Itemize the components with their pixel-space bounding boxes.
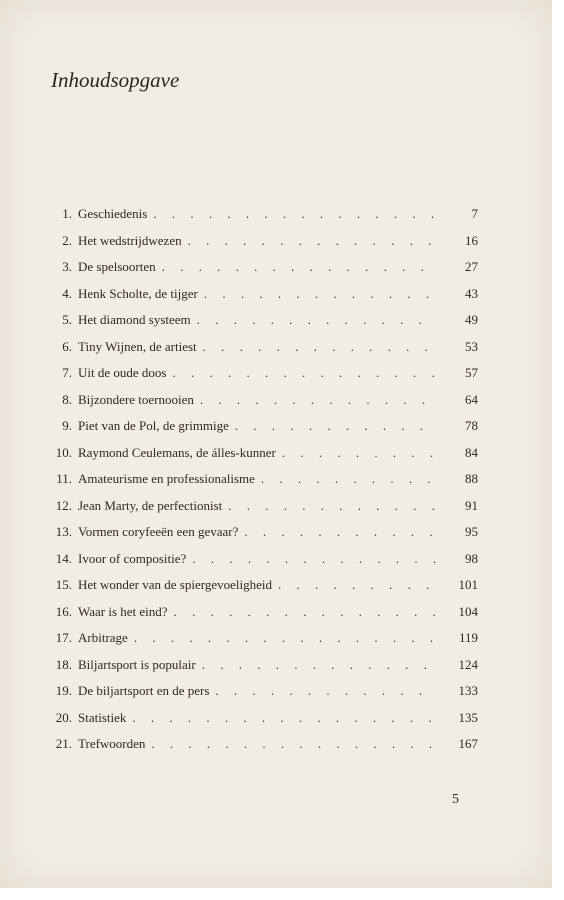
dot-leader <box>200 392 438 408</box>
dot-leader <box>192 551 438 567</box>
toc-entry-number: 14. <box>55 550 72 566</box>
toc-entry-title: Waar is het eind? <box>78 603 168 619</box>
dot-leader <box>162 259 438 275</box>
toc-entry-title: De spelsoorten <box>78 259 156 274</box>
toc-entry <box>48 551 478 578</box>
dot-leader <box>132 710 438 726</box>
toc-entry-page: 49 <box>465 312 478 327</box>
dot-leader <box>197 312 438 328</box>
toc-entry-page: 101 <box>458 577 478 592</box>
toc-entry-page: 27 <box>465 259 478 274</box>
toc-entry-title: Het diamond systeem <box>78 312 191 327</box>
toc-entry-page: 95 <box>465 524 478 539</box>
toc-entry-page: 64 <box>465 391 478 407</box>
toc-entry <box>48 339 478 366</box>
toc-entry-page: 53 <box>465 338 478 354</box>
dot-leader <box>204 286 438 302</box>
toc-entry-page: 167 <box>458 736 478 751</box>
dot-leader <box>278 577 438 593</box>
toc-entry-page: 124 <box>458 656 478 672</box>
toc-entry <box>48 286 478 313</box>
toc-entry <box>48 259 478 286</box>
dot-leader <box>174 604 438 620</box>
dot-leader <box>153 206 438 222</box>
toc-entry-title: Bijzondere toernooien <box>78 391 194 407</box>
toc-entry <box>48 392 478 419</box>
toc-entry-page: 16 <box>465 232 478 248</box>
toc-entry-number: 2. <box>62 232 72 248</box>
toc-entry-number: 19. <box>55 683 72 698</box>
toc-entry <box>48 710 478 737</box>
toc-entry-title: Statistiek <box>78 709 127 725</box>
toc-entry-title: De biljartsport en de pers <box>78 683 210 698</box>
toc-entry <box>48 445 478 472</box>
toc-entry-page: 91 <box>465 497 478 513</box>
toc-entry-number: 12. <box>55 497 72 513</box>
toc-entry-title: Geschiedenis <box>78 206 148 221</box>
toc-entry <box>48 683 478 710</box>
toc-entry-title: Arbitrage <box>78 630 128 645</box>
toc-entry-number: 10. <box>55 444 72 460</box>
toc-entry-number: 11. <box>56 471 72 486</box>
toc-entry <box>48 604 478 631</box>
toc-entry <box>48 418 478 445</box>
toc-entry-page: 7 <box>471 206 478 221</box>
dot-leader <box>188 233 438 249</box>
toc-entry-title: Trefwoorden <box>78 736 146 751</box>
page-number: 5 <box>452 792 459 807</box>
toc-entry <box>48 657 478 684</box>
toc-entry-title: Biljartsport is populair <box>78 656 196 672</box>
toc-entry-title: Amateurisme en professionalisme <box>78 471 255 486</box>
dot-leader <box>215 683 438 699</box>
toc-entry <box>48 498 478 525</box>
dot-leader <box>244 524 438 540</box>
toc-entry-number: 18. <box>55 656 72 672</box>
toc-entry-title: Het wonder van de spiergevoeligheid <box>78 577 272 592</box>
toc-entry-title: Ivoor of compositie? <box>78 550 187 566</box>
dot-leader <box>282 445 438 461</box>
toc-entry <box>48 577 478 604</box>
toc-entry-number: 20. <box>55 709 72 725</box>
toc-entry-number: 7. <box>62 365 72 380</box>
toc-entry-number: 9. <box>62 418 72 433</box>
toc-entry <box>48 630 478 657</box>
toc-entry-number: 5. <box>62 312 72 327</box>
dot-leader <box>202 657 438 673</box>
table-of-contents <box>48 206 478 763</box>
dot-leader <box>151 736 438 752</box>
toc-entry-title: Piet van de Pol, de grimmige <box>78 418 229 433</box>
dot-leader <box>228 498 438 514</box>
toc-entry-page: 43 <box>465 285 478 301</box>
toc-entry-page: 135 <box>458 709 478 725</box>
toc-entry-number: 21. <box>55 736 72 751</box>
dot-leader <box>172 365 438 381</box>
toc-entry-number: 8. <box>62 391 72 407</box>
toc-entry-page: 78 <box>465 418 478 433</box>
toc-entry <box>48 312 478 339</box>
toc-entry-title: Raymond Ceulemans, de álles-kunner <box>78 444 276 460</box>
toc-entry-number: 3. <box>62 259 72 274</box>
dot-leader <box>203 339 438 355</box>
toc-entry-page: 133 <box>458 683 478 698</box>
toc-entry-title: Vormen coryfeeën een gevaar? <box>78 524 239 539</box>
dot-leader <box>235 418 438 434</box>
toc-entry <box>48 471 478 498</box>
toc-entry-number: 13. <box>55 524 72 539</box>
toc-entry <box>48 206 478 233</box>
toc-entry-page: 84 <box>465 444 478 460</box>
dot-leader <box>134 630 438 646</box>
toc-entry-title: Henk Scholte, de tijger <box>78 285 198 301</box>
toc-entry-title: Het wedstrijdwezen <box>78 232 182 248</box>
toc-entry-number: 17. <box>55 630 72 645</box>
toc-entry-page: 119 <box>458 630 478 645</box>
toc-entry-page: 98 <box>465 550 478 566</box>
toc-entry-number: 1. <box>62 206 72 221</box>
toc-entry-number: 6. <box>62 338 72 354</box>
toc-entry-title: Jean Marty, de perfectionist <box>78 497 223 513</box>
toc-entry <box>48 365 478 392</box>
dot-leader <box>261 471 438 487</box>
toc-entry <box>48 233 478 260</box>
toc-entry-number: 16. <box>55 603 72 619</box>
toc-entry-page: 88 <box>465 471 478 486</box>
toc-entry-number: 15. <box>55 577 72 592</box>
toc-entry-title: Uit de oude doos <box>78 365 167 380</box>
toc-entry <box>48 524 478 551</box>
toc-entry-page: 104 <box>458 603 478 619</box>
page-title: Inhoudsopgave <box>51 68 180 92</box>
toc-entry-page: 57 <box>465 365 478 380</box>
toc-entry <box>48 736 478 763</box>
toc-entry-number: 4. <box>62 285 72 301</box>
toc-entry-title: Tiny Wijnen, de artiest <box>78 338 197 354</box>
